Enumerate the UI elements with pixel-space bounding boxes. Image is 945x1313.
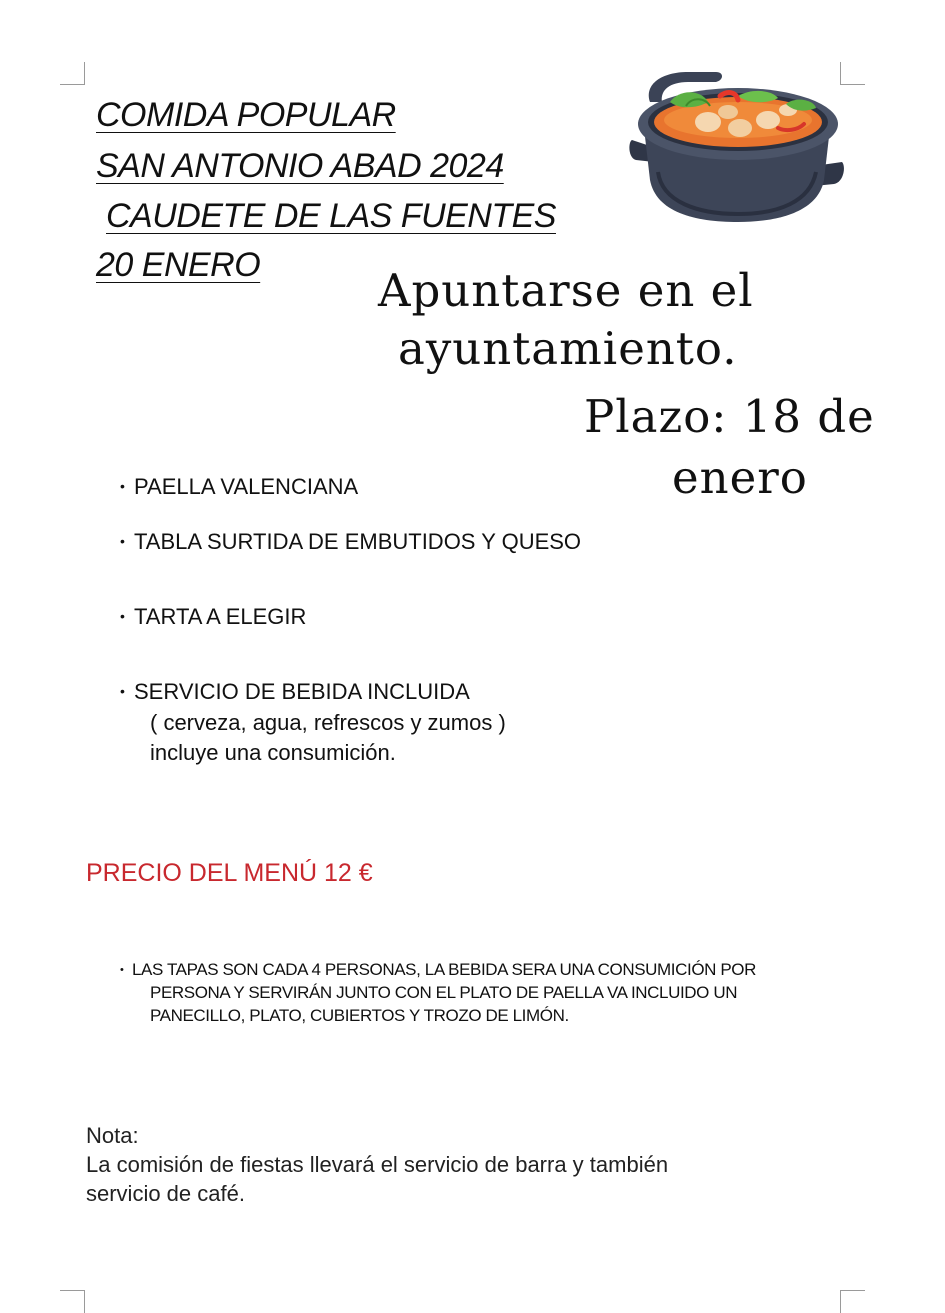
- note-text-line-1: La comisión de fiestas llevará el servicio de barra y también: [86, 1152, 669, 1177]
- conditions-text: LAS TAPAS SON CADA 4 PERSONAS, LA BEBIDA SERA UNA CONSUMICIÓN POR: [132, 960, 756, 979]
- bullet-icon: •: [120, 608, 125, 625]
- menu-item-label: SERVICIO DE BEBIDA INCLUIDA: [134, 679, 470, 704]
- conditions-line-3: PANECILLO, PLATO, CUBIERTOS Y TROZO DE LIMÓN.: [150, 1006, 569, 1025]
- bullet-icon: •: [120, 964, 124, 976]
- title-line-3: CAUDETE DE LAS FUENTES: [106, 197, 556, 235]
- page-corner-mark-bottom-left: [60, 1290, 85, 1313]
- menu-item-label: TABLA SURTIDA DE EMBUTIDOS Y QUESO: [134, 529, 582, 554]
- menu-item-detail-1: ( cerveza, agua, refrescos y zumos ): [150, 710, 506, 735]
- note-label: Nota:: [86, 1123, 139, 1148]
- title-line-1: COMIDA POPULAR: [96, 96, 396, 134]
- title-line-4: 20 ENERO: [96, 246, 261, 284]
- conditions-line-2: PERSONA Y SERVIRÁN JUNTO CON EL PLATO DE PAELLA VA INCLUIDO UN: [150, 983, 738, 1002]
- stew-pot-icon: [628, 62, 846, 224]
- menu-price: PRECIO DEL MENÚ 12 €: [86, 859, 373, 887]
- bullet-icon: •: [120, 533, 125, 550]
- deadline-text-line-2: enero: [672, 451, 808, 504]
- signup-text-line-2: ayuntamiento.: [398, 322, 738, 375]
- menu-item-label: PAELLA VALENCIANA: [134, 474, 359, 499]
- bullet-icon: •: [120, 683, 125, 700]
- menu-item: [120, 603, 306, 632]
- page-corner-mark-bottom-right: [840, 1290, 865, 1313]
- menu-item: [120, 473, 358, 502]
- note-text-line-2: servicio de café.: [86, 1181, 245, 1206]
- menu-item-detail-2: incluye una consumición.: [150, 740, 396, 765]
- deadline-text-line-1: Plazo: 18 de: [584, 390, 875, 443]
- menu-item: [120, 678, 470, 707]
- page-corner-mark-top-left: [60, 62, 85, 85]
- menu-item: [120, 528, 581, 557]
- title-line-2: SAN ANTONIO ABAD 2024: [96, 147, 504, 185]
- menu-item-label: TARTA A ELEGIR: [134, 604, 307, 629]
- signup-text-line-1: Apuntarse en el: [378, 264, 754, 317]
- bullet-icon: •: [120, 478, 125, 495]
